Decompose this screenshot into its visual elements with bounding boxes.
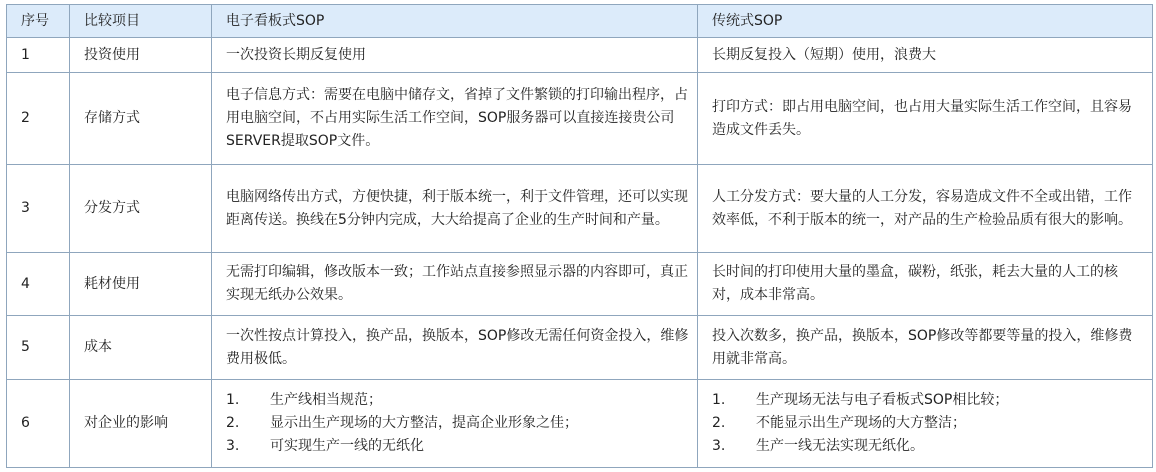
table-header-row xyxy=(7,5,1153,38)
row-traditional-desc xyxy=(698,380,1153,468)
list-item-number: 2. xyxy=(226,415,240,431)
row-number: 4 xyxy=(7,253,70,316)
list-item-text: 生产现场无法与电子看板式SOP相比较； xyxy=(756,392,1009,408)
row-electronic-desc xyxy=(212,380,698,468)
table-row xyxy=(7,165,1153,253)
row-item: 对企业的影响 xyxy=(70,380,212,468)
row-traditional-desc: 长时间的打印使用大量的墨盒，碳粉，纸张，耗去大量的人工的核对，成本非常高。 xyxy=(698,253,1153,316)
row-item: 分发方式 xyxy=(70,165,212,253)
traditional-impact-list xyxy=(712,389,1144,458)
row-traditional-desc: 人工分发方式：要大量的人工分发，容易造成文件不全或出错，工作效率低，不利于版本的统一，对产品的生产检验品质有很大的影响。 xyxy=(698,165,1153,253)
row-traditional-desc: 长期反复投入（短期）使用，浪费大 xyxy=(698,38,1153,73)
row-number: 1 xyxy=(7,38,70,73)
list-item-text: 生产一线无法实现无纸化。 xyxy=(756,438,924,454)
list-item xyxy=(226,412,689,435)
electronic-impact-list xyxy=(226,389,689,458)
row-item: 成本 xyxy=(70,316,212,380)
row-item: 存储方式 xyxy=(70,73,212,165)
table-row xyxy=(7,380,1153,468)
list-item-number: 2. xyxy=(712,415,726,431)
row-item: 耗材使用 xyxy=(70,253,212,316)
row-electronic-desc: 无需打印编辑，修改版本一致；工作站点直接参照显示器的内容即可，真正实现无纸办公效果。 xyxy=(212,253,698,316)
list-item xyxy=(712,412,1144,435)
table-row xyxy=(7,38,1153,73)
list-item-text: 不能显示出生产现场的大方整洁； xyxy=(756,415,966,431)
row-electronic-desc: 电脑网络传出方式，方便快捷，利于版本统一，利于文件管理，还可以实现距离传送。换线在5分钟内完成，大大给提高了企业的生产时间和产量。 xyxy=(212,165,698,253)
list-item xyxy=(712,389,1144,412)
table-row xyxy=(7,73,1153,165)
header-traditional-sop: 传统式SOP xyxy=(698,5,1153,38)
row-number: 6 xyxy=(7,380,70,468)
row-item: 投资使用 xyxy=(70,38,212,73)
row-number: 2 xyxy=(7,73,70,165)
table-row xyxy=(7,253,1153,316)
list-item-text: 生产线相当规范； xyxy=(270,392,382,408)
list-item-number: 1. xyxy=(226,392,240,408)
row-electronic-desc: 一次性按点计算投入，换产品，换版本，SOP修改无需任何资金投入，维修费用极低。 xyxy=(212,316,698,380)
list-item xyxy=(226,435,689,458)
row-number: 3 xyxy=(7,165,70,253)
row-electronic-desc: 一次投资长期反复使用 xyxy=(212,38,698,73)
row-traditional-desc: 打印方式：即占用电脑空间，也占用大量实际生活工作空间，且容易造成文件丢失。 xyxy=(698,73,1153,165)
list-item-number: 3. xyxy=(226,438,240,454)
comparison-table xyxy=(6,4,1153,468)
row-electronic-desc: 电子信息方式：需要在电脑中储存文，省掉了文件繁锁的打印输出程序，占用电脑空间，不占用实际生活工作空间，SOP服务器可以直接连接贵公司SERVER提取SOP文件。 xyxy=(212,73,698,165)
list-item-text: 可实现生产一线的无纸化 xyxy=(270,438,424,454)
list-item xyxy=(712,435,1144,458)
list-item-number: 3. xyxy=(712,438,726,454)
row-traditional-desc: 投入次数多，换产品，换版本，SOP修改等都要等量的投入，维修费用就非常高。 xyxy=(698,316,1153,380)
list-item xyxy=(226,389,689,412)
header-item: 比较项目 xyxy=(70,5,212,38)
row-number: 5 xyxy=(7,316,70,380)
header-electronic-sop: 电子看板式SOP xyxy=(212,5,698,38)
list-item-number: 1. xyxy=(712,392,726,408)
table-row xyxy=(7,316,1153,380)
list-item-text: 显示出生产现场的大方整洁，提高企业形象之佳； xyxy=(270,415,578,431)
header-no: 序号 xyxy=(7,5,70,38)
